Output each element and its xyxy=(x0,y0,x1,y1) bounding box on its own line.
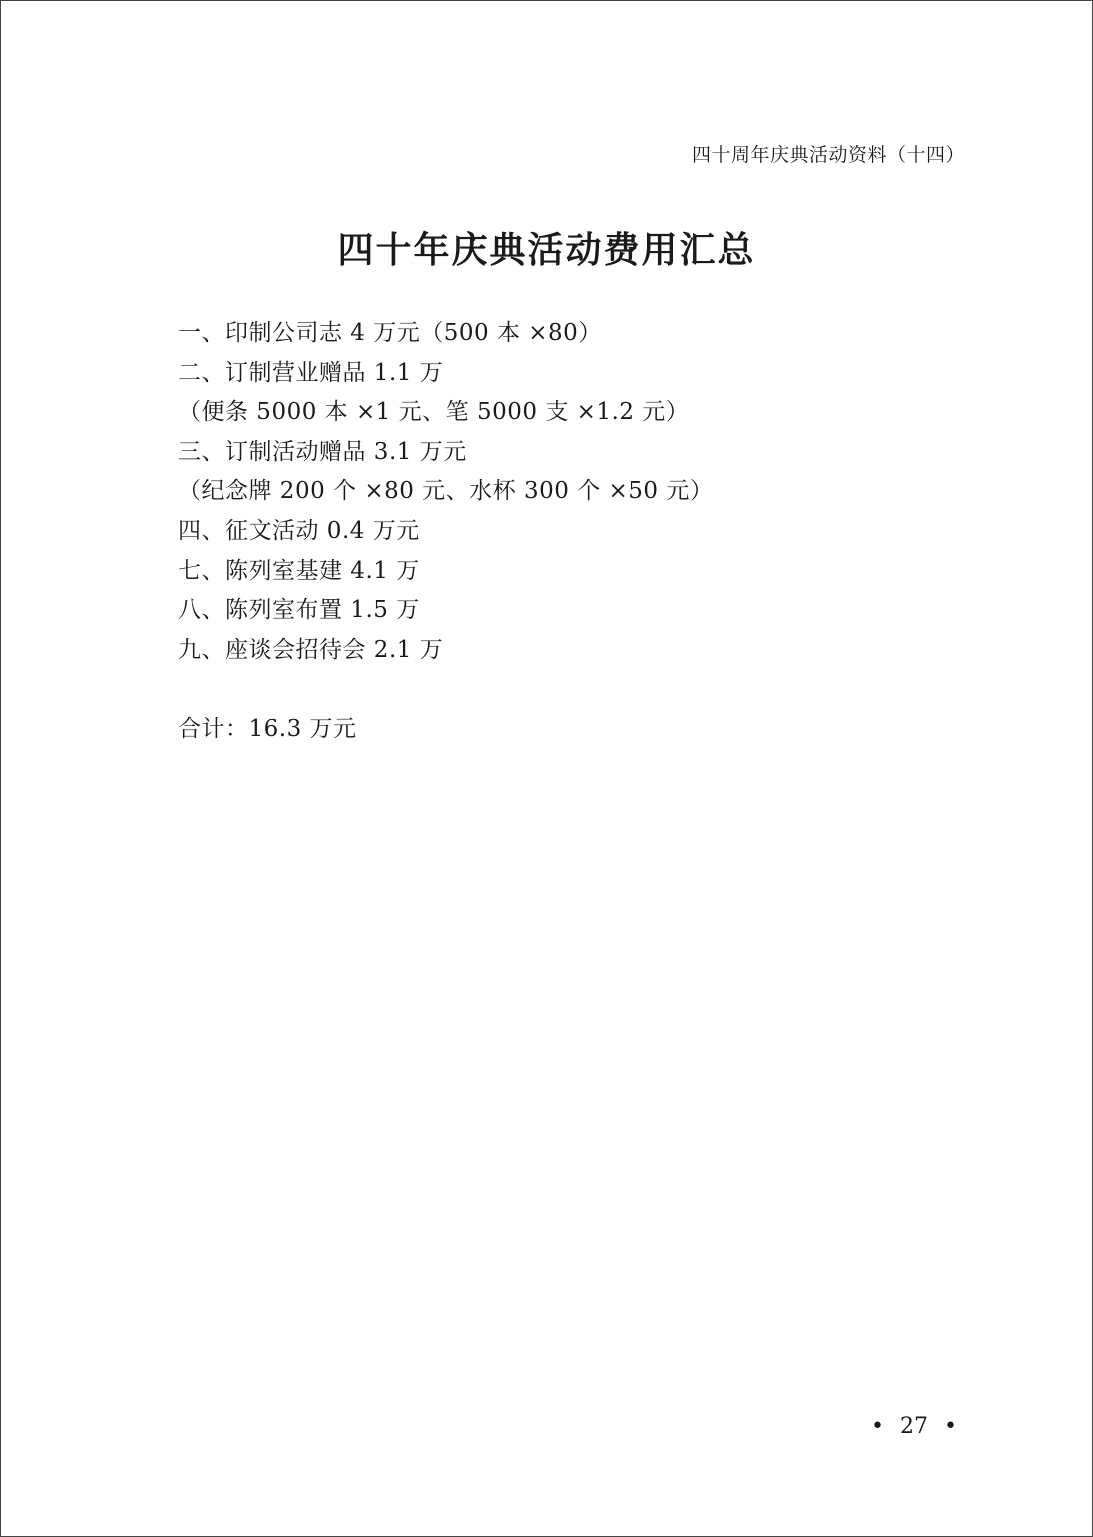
bullet-right: • xyxy=(944,1414,957,1439)
page-title: 四十年庆典活动费用汇总 xyxy=(337,229,756,271)
list-item: 三、订制活动赠品 3.1 万元 xyxy=(178,438,467,465)
list-item: （便条 5000 本 ×1 元、笔 5000 支 ×1.2 元） xyxy=(178,399,690,426)
bullet-left: • xyxy=(871,1414,885,1439)
list-item: 九、座谈会招待会 2.1 万 xyxy=(178,636,444,663)
list-item: 二、订制营业赠品 1.1 万 xyxy=(178,359,444,386)
expense-list xyxy=(178,314,713,670)
page-number: 27 xyxy=(900,1414,929,1439)
running-header: 四十周年庆典活动资料（十四） xyxy=(691,144,965,166)
list-item: （纪念牌 200 个 ×80 元、水杯 300 个 ×50 元） xyxy=(178,478,714,505)
total-line: 合计：16.3 万元 xyxy=(178,716,357,742)
page-footer xyxy=(871,1414,957,1439)
list-item: 四、征文活动 0.4 万元 xyxy=(178,517,420,544)
list-item: 八、陈列室布置 1.5 万 xyxy=(178,597,420,624)
list-item: 七、陈列室基建 4.1 万 xyxy=(178,557,420,584)
list-item: 一、印制公司志 4 万元（500 本 ×80） xyxy=(178,320,602,346)
